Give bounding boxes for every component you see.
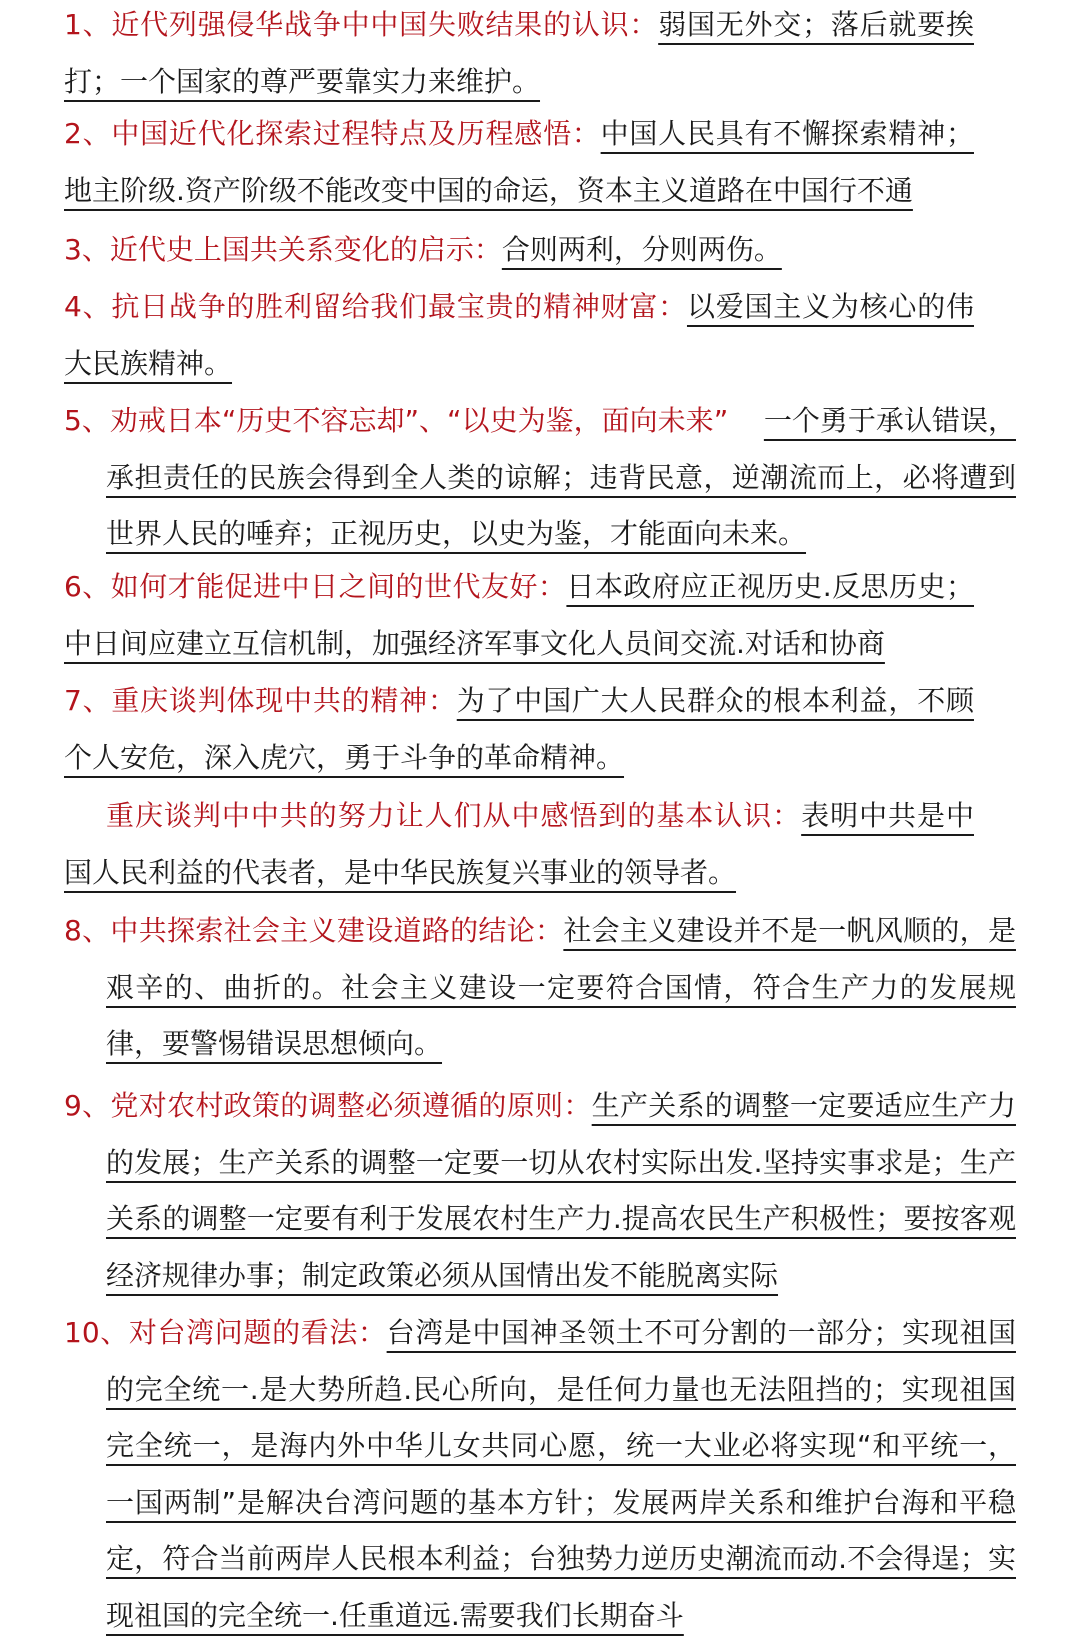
note-question: 4、抗日战争的胜利留给我们最宝贵的精神财富： bbox=[64, 290, 687, 323]
note-item-8 bbox=[64, 903, 1016, 1073]
note-item-10 bbox=[64, 1305, 1016, 1645]
note-question: 1、近代列强侵华战争中中国失败结果的认识： bbox=[64, 8, 659, 41]
note-question: 重庆谈判中中共的努力让人们从中感悟到的基本认识： bbox=[106, 799, 802, 832]
note-question: 7、重庆谈判体现中共的精神： bbox=[64, 684, 457, 717]
note-item-2 bbox=[64, 106, 974, 219]
note-question: 5、劝戒日本“历史不容忘却”、“以史为鉴，面向未来” bbox=[64, 404, 729, 437]
note-item-4 bbox=[64, 279, 974, 392]
note-question: 9、党对农村政策的调整必须遵循的原则： bbox=[64, 1089, 592, 1122]
note-item-9 bbox=[64, 1078, 1016, 1304]
note-item-6 bbox=[64, 559, 974, 672]
note-answer: 社会主义建设并不是一帆风顺的，是艰辛的、曲折的。社会主义建设一定要符合国情，符合生产力的发展规律，要警惕错误思想倾向。 bbox=[106, 914, 1016, 1061]
note-answer: 日本政府应正视历史.反思历史；中日间应建立互信机制，加强经济军事文化人员间交流.对话和协商 bbox=[64, 570, 974, 660]
note-item-1 bbox=[64, 0, 974, 110]
note-question: 8、中共探索社会主义建设道路的结论： bbox=[64, 914, 564, 947]
note-question: 6、如何才能促进中日之间的世代友好： bbox=[64, 570, 567, 603]
note-question: 2、中国近代化探索过程特点及历程感悟： bbox=[64, 117, 601, 150]
note-question: 3、近代史上国共关系变化的启示： bbox=[64, 233, 502, 266]
note-answer: 台湾是中国神圣领土不可分割的一部分；实现祖国的完全统一.是大势所趋.民心所向，是任何力量也无法阻挡的；实现祖国完全统一，是海内外中华儿女共同心愿，统一大业必将实现“和平统一，一国两制”是解决台湾问题的基本方针；发展两岸关系和维护台海和平稳定，符合当前两岸人民根本利益；台独势力逆历史潮流而动.不会得逞；实现祖国的完全统一.任重道远.需要我们长期奋斗 bbox=[106, 1316, 1016, 1632]
note-answer: 中国人民具有不懈探索精神；地主阶级.资产阶级不能改变中国的命运，资本主义道路在中国行不通 bbox=[64, 117, 974, 207]
note-answer: 为了中国广大人民群众的根本利益，不顾个人安危，深入虎穴，勇于斗争的革命精神。 bbox=[64, 684, 974, 774]
note-item-7 bbox=[64, 673, 974, 786]
note-answer: 表明中共是中国人民利益的代表者，是中华民族复兴事业的领导者。 bbox=[64, 799, 974, 889]
note-answer: 以爱国主义为核心的伟大民族精神。 bbox=[64, 290, 974, 380]
note-answer: 弱国无外交；落后就要挨打；一个国家的尊严要靠实力来维护。 bbox=[64, 8, 974, 98]
note-item-5 bbox=[64, 393, 1016, 563]
note-question: 10、对台湾问题的看法： bbox=[64, 1316, 387, 1349]
note-answer: 一个勇于承认错误，承担责任的民族会得到全人类的谅解；违背民意，逆潮流而上，必将遭到世界人民的唾弃；正视历史，以史为鉴，才能面向未来。 bbox=[106, 404, 1016, 551]
note-item-3 bbox=[64, 222, 974, 279]
note-answer: 生产关系的调整一定要适应生产力的发展；生产关系的调整一定要一切从农村实际出发.坚持实事求是；生产关系的调整一定要有利于发展农村生产力.提高农民生产积极性；要按客观经济规律办事；制定政策必须从国情出发不能脱离实际 bbox=[106, 1089, 1016, 1292]
note-answer: 合则两利，分则两伤。 bbox=[501, 233, 782, 266]
note-item-7-sub bbox=[64, 788, 974, 901]
